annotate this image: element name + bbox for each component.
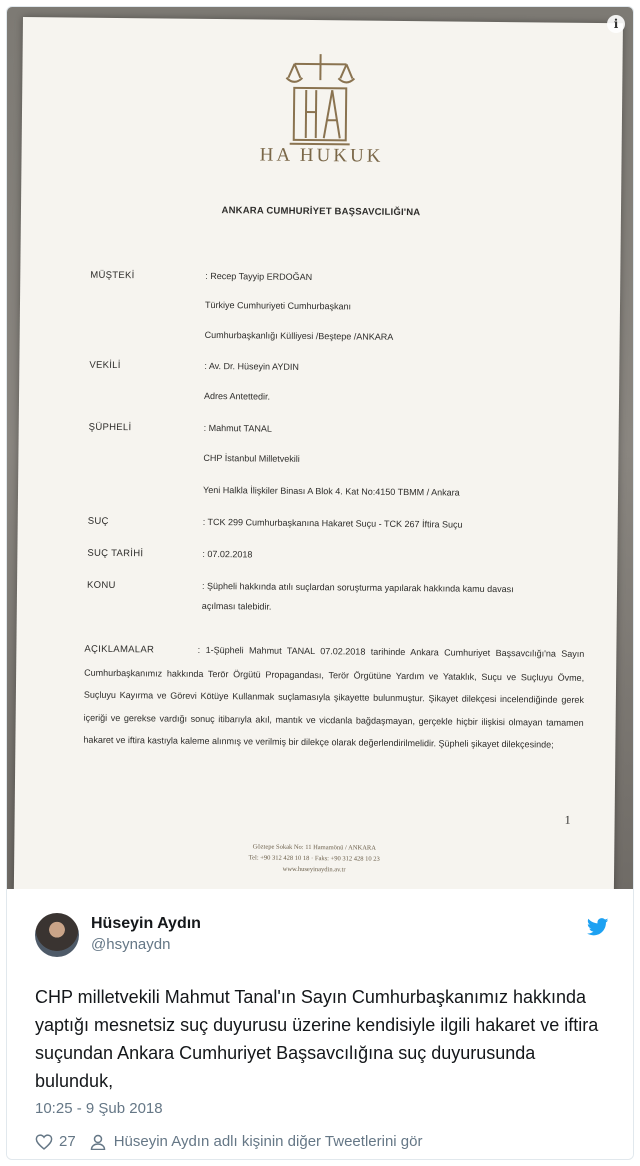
tweet-actions: [35, 1133, 422, 1150]
field-value-line: Türkiye Cumhuriyeti Cumhurbaşkanı: [204, 299, 352, 312]
info-icon[interactable]: i: [607, 15, 625, 33]
explanation-label: AÇIKLAMALAR: [84, 643, 155, 656]
field-value-line: Adres Antettedir.: [203, 390, 271, 402]
field-label-subject: KONU: [86, 579, 116, 592]
field-label-complainant: MÜŞTEKİ: [90, 269, 135, 282]
tweet-timestamp[interactable]: 10:25 - 9 Şub 2018: [35, 1100, 163, 1117]
explanation-text: : 1-Şüpheli Mahmut TANAL 07.02.2018 tarihinde Ankara Cumhuriyet Başsavcılığı'na Sayın Cumhurbaşkanımız hakkında Terör Örgütü Propagandası, Terör Örgütüne Yardım ve Yataklık, Suçu ve Suçluyu Övme, Suçluyu Kayırma ve Görevi Kötüye Kullanmak suçlamasıyla şikayette bulunmuştur. Şikayet dilekçesi incelendiğinde gerek içeriği ve gerekse vardığı sonuç itibarıyla akıl, mantık ve vicdanla bağdaşmayan, gerçekle hiçbir ilişkisi olmayan tamamen hakaret ve iftira kastıyla kaleme alınmış ve verilmiş bir dilekçe olarak değerlendirilmelidir. Şüpheli şikayet dilekçesinde;: [83, 644, 585, 750]
field-value-line: : 07.02.2018: [202, 548, 253, 560]
tweet-card: [6, 6, 634, 1160]
field-value-line: : Mahmut TANAL: [203, 422, 272, 434]
more-tweets-link[interactable]: Hüseyin Aydın adlı kişinin diğer Tweetlerini gör: [113, 1133, 423, 1150]
avatar[interactable]: [35, 913, 79, 957]
tweet-photo[interactable]: [7, 7, 633, 889]
field-value-line: : TCK 299 Cumhurbaşkanına Hakaret Suçu - TCK 267 İftira Suçu: [202, 516, 463, 530]
field-value-line: : Av. Dr. Hüseyin AYDIN: [204, 360, 299, 372]
document-addressee: ANKARA CUMHURİYET BAŞSAVCILIĞI'NA: [221, 205, 421, 219]
field-value-line: : Recep Tayyip ERDOĞAN: [205, 270, 313, 283]
author-name[interactable]: Hüseyin Aydın: [91, 915, 201, 932]
twitter-bird-icon[interactable]: [587, 918, 609, 936]
footer-address: Göztepe Sokak No: 11 Hamamönü / ANKARA: [252, 843, 376, 852]
law-firm-brand: HA HUKUK: [259, 144, 384, 167]
author-handle[interactable]: @hsynaydn: [91, 936, 171, 953]
document-footer: [14, 839, 614, 878]
field-label-suspect: ŞÜPHELİ: [88, 421, 132, 434]
field-label-attorney: VEKİLİ: [89, 359, 121, 372]
page-number: 1: [564, 812, 571, 827]
tweet-text: CHP milletvekili Mahmut Tanal'ın Sayın Cumhurbaşkanımız hakkında yaptığı mesnetsiz suç duyurusu üzerine kendisiyle ilgili hakaret ve iftira suçundan Ankara Cumhuriyet Başsavcılığına suç duyurusunda bulunduk,: [35, 987, 599, 1091]
footer-phone: Tel: +90 312 428 10 18 · Faks: +90 312 428 10 23: [248, 854, 380, 863]
field-label-crime: SUÇ: [87, 515, 109, 527]
field-value-line: CHP İstanbul Milletvekili: [203, 452, 300, 464]
field-label-crime-date: SUÇ TARİHİ: [87, 547, 144, 560]
footer-website: www.huseyinaydin.av.tr: [282, 865, 346, 874]
field-value-line: Yeni Halkla İlişkiler Binası A Blok 4. Kat No:4150 TBMM / Ankara: [203, 484, 460, 498]
document-paper: [14, 17, 623, 889]
field-value-line: açılması talebidir.: [201, 600, 272, 612]
like-count[interactable]: 27: [59, 1133, 76, 1150]
field-value-line: Cumhurbaşkanlığı Külliyesi /Beştepe /ANKARA: [204, 329, 394, 342]
person-icon: [90, 1134, 106, 1150]
explanation-paragraph: [83, 638, 584, 757]
tweet-body: [7, 891, 633, 1159]
heart-icon[interactable]: [35, 1134, 53, 1150]
field-value-line: : Şüpheli hakkında atılı suçlardan soruşturma yapılarak hakkında kamu davası: [202, 580, 514, 595]
